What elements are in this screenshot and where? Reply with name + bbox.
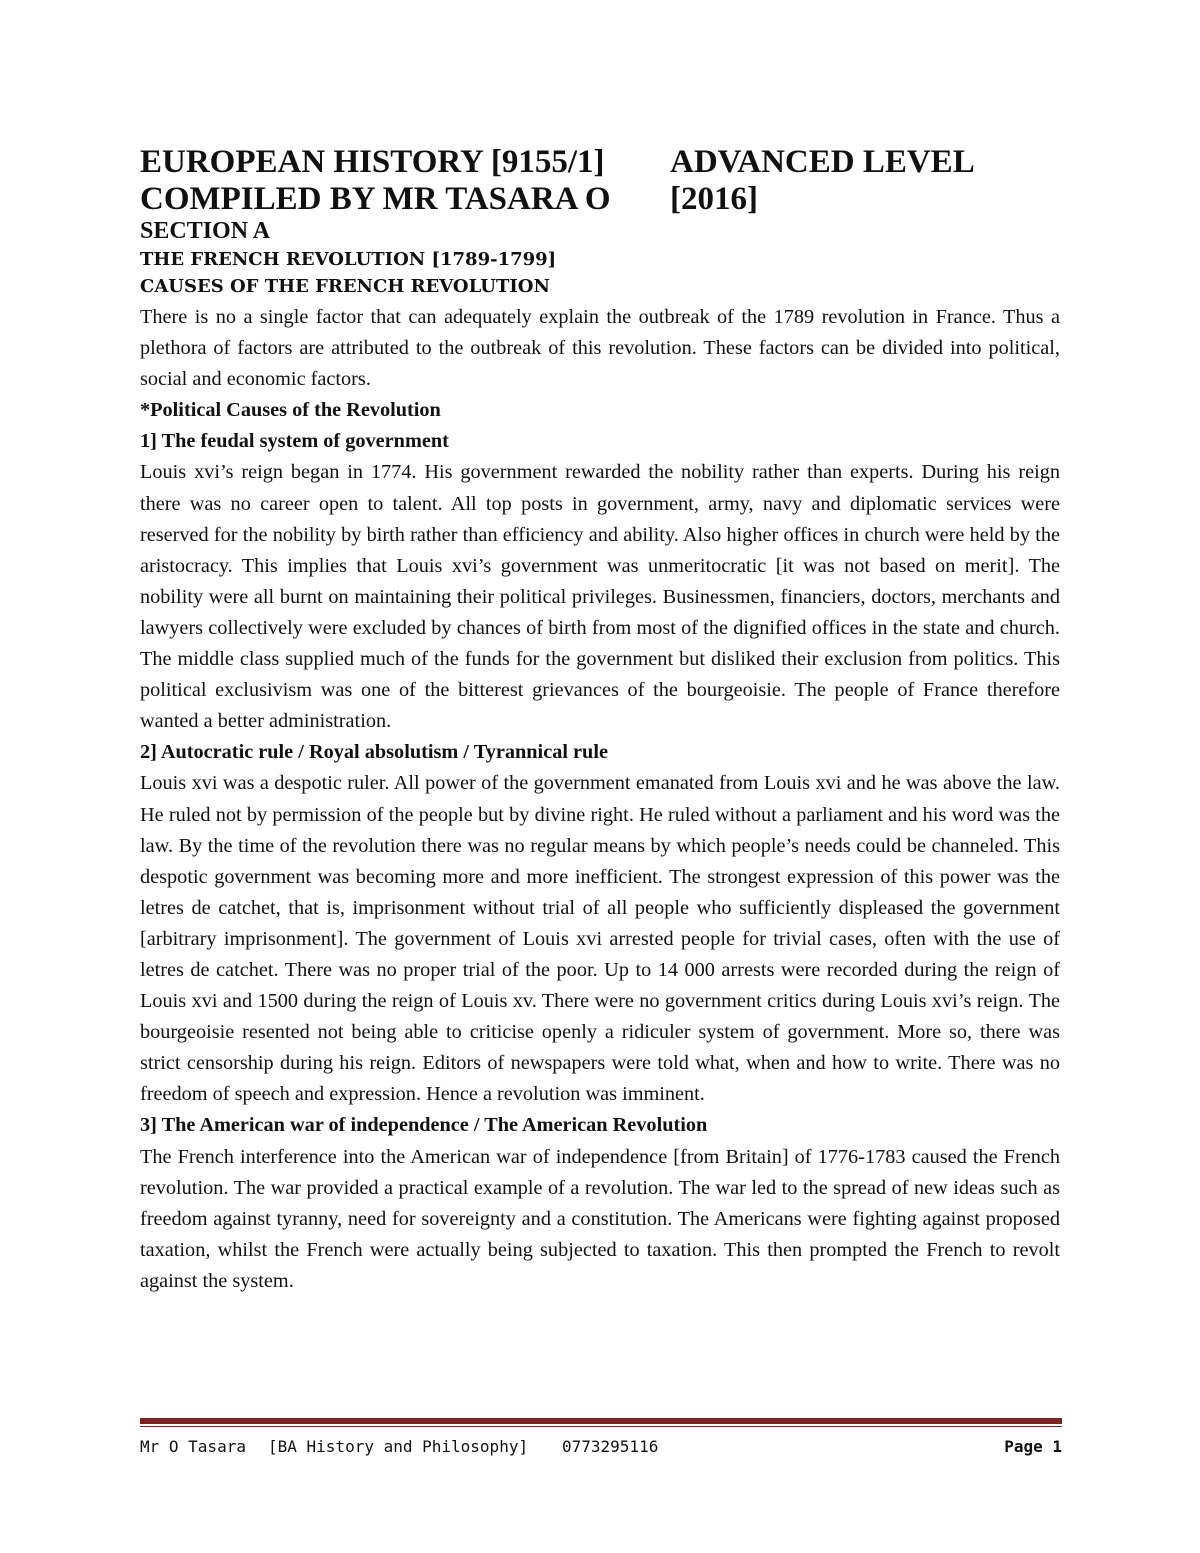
footer-author: Mr O Tasara [140,1437,246,1456]
footer-rule-thin [140,1426,1062,1427]
document-body [140,302,1060,1297]
title-row-1 [140,143,1070,181]
footer-degree: [BA History and Philosophy] [268,1437,529,1456]
footer-phone: 0773295116 [562,1437,659,1456]
heading-american-war: 3] The American war of independence / The American Revolution [140,1114,708,1137]
course-title: EUROPEAN HISTORY [9155/1] [140,144,605,180]
paragraph-autocratic-rule: Louis xvi was a despotic ruler. All power of the government emanated from Louis xvi and he was above the law. He ruled not by permission of the people but by divine right. He ruled without a parliament and his word was the law. By the time of the revolution there was no regular means by which people’s needs could be channeled. This despotic government was becoming more and more inefficient. The strongest expression of this power was the letres de catchet, that is, imprisonment without trial of all people who sufficiently displeased the government [arbitrary imprisonment]. The government of Louis xvi arrested people for trivial cases, often with the use of letres de catchet. There was no proper trial of the poor. Up to 14 000 arrests were recorded during the reign of Louis xvi and 1500 during the reign of Louis xv. There were no government critics during Louis xvi’s reign. The bourgeoisie resented not being able to criticise openly a ridiculer system of government. More so, there was strict censorship during his reign. Editors of newspapers were told what, when and how to write. There was no freedom of speech and expression. Hence a revolution was imminent. [140,772,1060,1106]
section-label: SECTION A [140,218,271,244]
footer-page-number: Page 1 [1004,1437,1062,1456]
paragraph-feudal-system: Louis xvi’s reign began in 1774. His government rewarded the nobility rather than experts. During his reign there was no career open to talent. All top posts in government, army, navy and diplomatic services were reserved for the nobility by birth rather than efficiency and ability. Also higher offices in church were held by the aristocracy. This implies that Louis xvi’s government was unmeritocratic [it was not based on merit]. The nobility were all burnt on maintaining their political privileges. Businessmen, financiers, doctors, merchants and lawyers collectively were excluded by chances of birth from most of the dignified offices in the state and church. The middle class supplied much of the funds for the government but disliked their exclusion from politics. This political exclusivism was one of the bitterest grievances of the bourgeoisie. The people of France therefore wanted a better administration. [140,461,1060,733]
heading-autocratic-rule: 2] Autocratic rule / Royal absolutism / Tyrannical rule [140,741,608,764]
title-row-2 [140,180,1070,218]
footer-rule [140,1418,1062,1424]
intro-paragraph: There is no a single factor that can adequately explain the outbreak of the 1789 revolution in France. Thus a plethora of factors are attributed to the outbreak of this revolution. These factors can be divided into political, social and economic factors. [140,306,1060,391]
compiler-title: COMPILED BY MR TASARA O [140,181,611,217]
year-title: [2016] [670,181,758,217]
subtopic-heading: CAUSES OF THE FRENCH REVOLUTION [140,276,550,297]
page-footer [140,1434,1062,1460]
level-title: ADVANCED LEVEL [670,144,975,180]
topic-heading: THE FRENCH REVOLUTION [1789-1799] [140,249,557,270]
paragraph-american-war: The French interference into the American war of independence [from Britain] of 1776-1783 caused the French revolution. The war provided a practical example of a revolution. The war led to the spread of new ideas such as freedom against tyranny, need for sovereignty and a constitution. The Americans were fighting against proposed taxation, whilst the French were actually being subjected to taxation. This then prompted the French to revolt against the system. [140,1145,1060,1292]
political-causes-heading: *Political Causes of the Revolution [140,399,441,422]
heading-feudal-system: 1] The feudal system of government [140,430,449,453]
